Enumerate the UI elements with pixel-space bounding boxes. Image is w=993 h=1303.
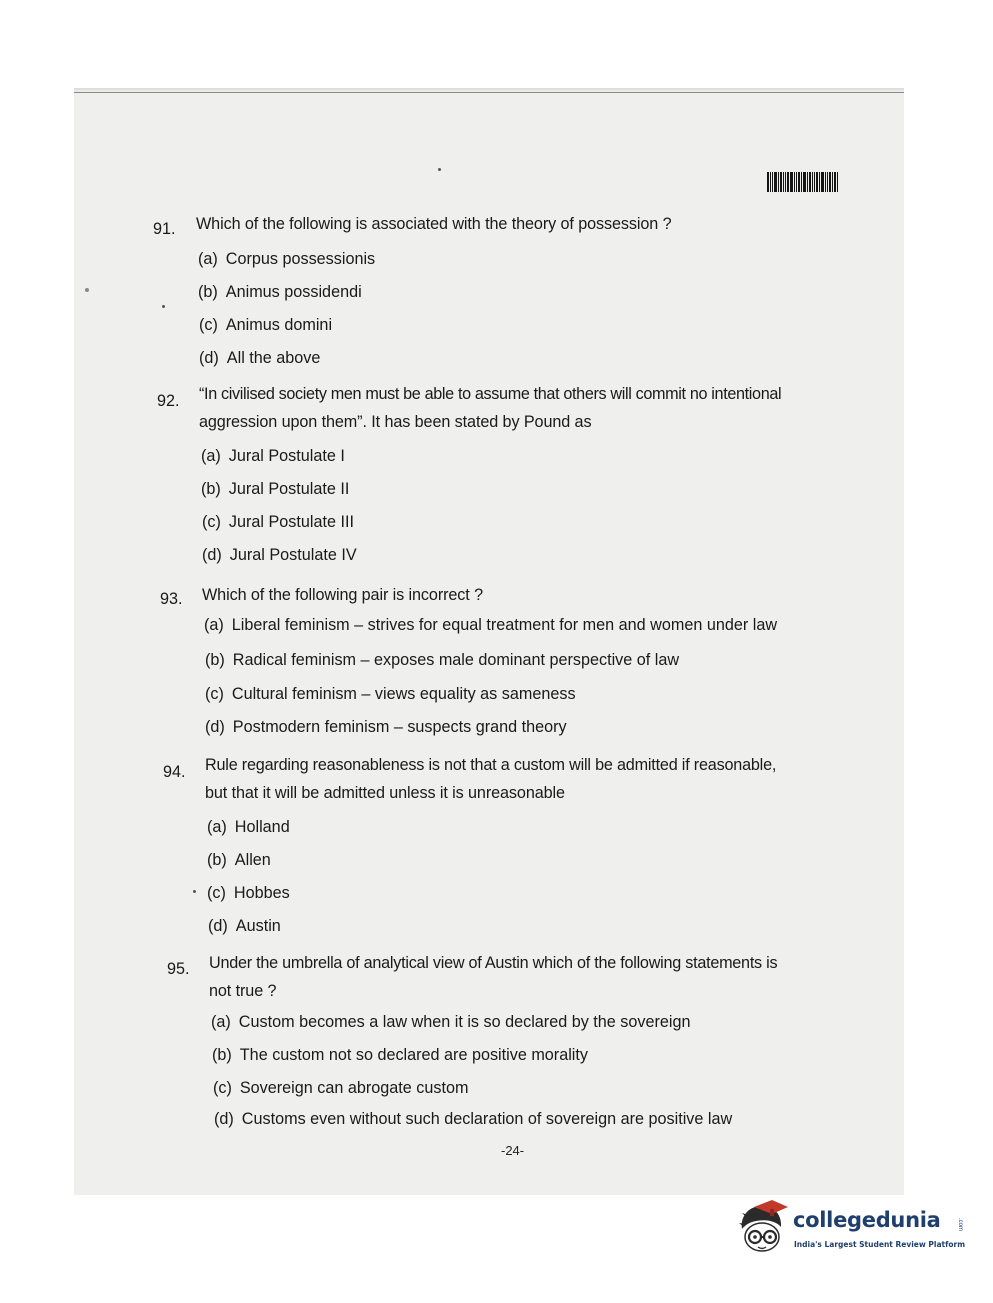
logo-suffix: .com [957, 1218, 963, 1232]
page-number: -24- [501, 1143, 525, 1158]
question-number: 95. [167, 960, 190, 978]
barcode-bar [821, 172, 824, 192]
barcode-bar [837, 172, 838, 192]
option-c: (c) Jural Postulate III [202, 513, 354, 531]
collegedunia-logo[interactable] [736, 1199, 966, 1261]
barcode-bar [832, 172, 833, 192]
scan-speck [162, 305, 165, 308]
option-b: (b) Allen [207, 851, 271, 869]
barcode-bar [798, 172, 800, 192]
option-d: (d) Jural Postulate IV [202, 546, 357, 564]
question-text-line-1: Rule regarding reasonableness is not that a custom will be admitted if reasonable, [205, 756, 777, 774]
scan-speck [193, 890, 196, 893]
barcode-bar [794, 172, 795, 192]
barcode-bar [770, 172, 771, 192]
barcode-bar [816, 172, 818, 192]
barcode-bar [803, 172, 806, 192]
option-d: (d) Customs even without such declaration of sovereign are positive law [214, 1110, 733, 1128]
option-b: (b) The custom not so declared are positive morality [212, 1046, 588, 1064]
option-a: (a) Liberal feminism – strives for equal treatment for men and women under law [204, 616, 778, 634]
option-a: (a) Holland [207, 818, 290, 836]
scan-speck [438, 168, 441, 171]
option-c: (c) Hobbes [207, 884, 290, 902]
barcode-bar [807, 172, 808, 192]
barcode-bar [814, 172, 815, 192]
question-text-line-2: but that it will be admitted unless it is unreasonable [205, 784, 565, 802]
barcode-bar [778, 172, 779, 192]
option-b: (b) Radical feminism – exposes male dominant perspective of law [205, 651, 680, 669]
barcode-bar [780, 172, 782, 192]
mascot-icon [736, 1199, 794, 1259]
barcode-bar [783, 172, 784, 192]
barcode-bar [785, 172, 786, 192]
question-text: Which of the following is associated with the theory of possession ? [196, 215, 672, 233]
barcode-bar [796, 172, 797, 192]
option-a: (a) Corpus possessionis [198, 250, 376, 268]
option-d: (d) Austin [208, 917, 281, 935]
option-a: (a) Jural Postulate I [201, 447, 345, 465]
barcode-bar [819, 172, 820, 192]
barcode-bar [809, 172, 811, 192]
question-text: Which of the following pair is incorrect ? [202, 586, 484, 604]
option-c: (c) Cultural feminism – views equality as sameness [205, 685, 576, 703]
option-b: (b) Animus possidendi [198, 283, 362, 301]
question-text-line-2: not true ? [209, 982, 277, 1000]
question-number: 93. [160, 590, 183, 608]
barcode-bar [812, 172, 813, 192]
question-text-line-1: Under the umbrella of analytical view of Austin which of the following statements is [209, 954, 778, 972]
question-text-line-1: “In civilised society men must be able to assume that others will commit no intentional [199, 385, 782, 403]
barcode [767, 172, 849, 192]
logo-wordmark: collegedunia [793, 1208, 941, 1232]
barcode-bar [787, 172, 789, 192]
option-d: (d) All the above [199, 349, 321, 367]
question-number: 94. [163, 763, 186, 781]
barcode-bar [801, 172, 802, 192]
barcode-bar [829, 172, 831, 192]
barcode-bar [772, 172, 773, 192]
barcode-bar [767, 172, 769, 192]
barcode-bar [834, 172, 836, 192]
option-b: (b) Jural Postulate II [201, 480, 350, 498]
scan-speck [85, 288, 89, 292]
barcode-bar [827, 172, 828, 192]
question-text-line-2: aggression upon them”. It has been stated by Pound as [199, 413, 592, 431]
barcode-bar [825, 172, 826, 192]
option-c: (c) Sovereign can abrogate custom [213, 1079, 469, 1097]
option-a: (a) Custom becomes a law when it is so declared by the sovereign [211, 1013, 691, 1031]
question-number: 92. [157, 392, 180, 410]
barcode-bar [790, 172, 793, 192]
logo-tagline: India's Largest Student Review Platform [794, 1240, 966, 1249]
option-d: (d) Postmodern feminism – suspects grand theory [205, 718, 567, 736]
barcode-bar [774, 172, 777, 192]
question-number: 91. [153, 220, 176, 238]
option-c: (c) Animus domini [199, 316, 333, 334]
